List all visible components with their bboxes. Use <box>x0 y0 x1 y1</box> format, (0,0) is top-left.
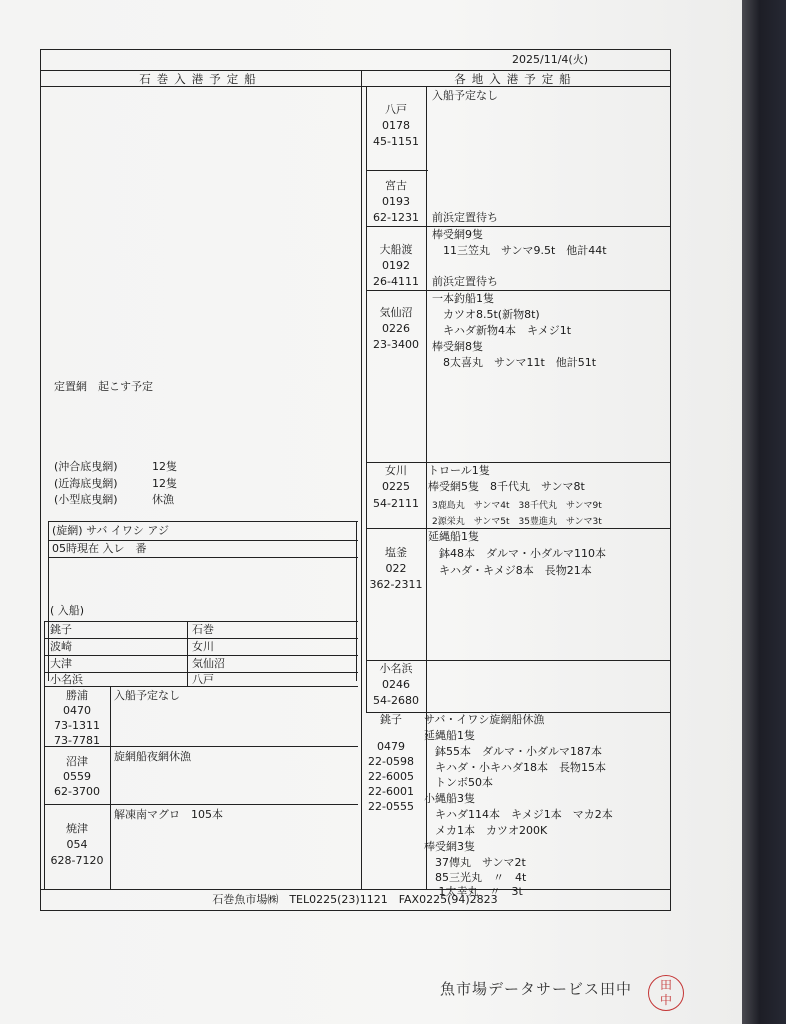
port-tel: 628-7120 <box>50 854 104 867</box>
port-line: 延縄船1隻 <box>424 729 475 742</box>
port-line: メカ1本 カツオ200K <box>424 824 548 837</box>
footer-contact: 石巻魚市場㈱ TEL0225(23)1121 FAX0225(94)2823 <box>212 893 498 906</box>
port-line: トロール1隻 <box>428 464 490 477</box>
rule <box>366 170 428 171</box>
trawl-label: (小型底曳網) <box>54 493 118 506</box>
rule <box>356 521 357 681</box>
port-line: 前浜定置待ち <box>432 211 498 224</box>
trawl-value: 12隻 <box>152 477 177 490</box>
port-line: サバ・イワシ旋網船休漁 <box>424 713 545 726</box>
rule <box>48 521 358 522</box>
rule <box>44 804 358 805</box>
port-line: トンボ50本 <box>424 776 493 789</box>
rule <box>40 49 670 50</box>
port-line: 8太喜丸 サンマ11t 他計51t <box>432 356 597 369</box>
port-name: 塩釜 <box>385 546 407 559</box>
teichi-note: 定置網 起こす予定 <box>54 380 153 393</box>
rule <box>110 686 111 889</box>
rule <box>40 86 670 87</box>
rule <box>670 49 671 911</box>
left-header: 石巻入港予定船 <box>139 72 262 86</box>
nyusen-cell: 波崎 <box>50 640 72 653</box>
rule <box>40 910 670 911</box>
rule <box>44 638 358 639</box>
port-tel: 0559 <box>63 770 91 783</box>
port-line: 11三笠丸 サンマ9.5t 他計44t <box>432 244 607 257</box>
data-service-stamp: 魚市場データサービス田中 <box>440 980 633 998</box>
port-line: 棒受網5隻 8千代丸 サンマ8t <box>428 480 585 493</box>
port-tel: 22-6005 <box>368 770 414 783</box>
rule <box>366 462 670 463</box>
port-line: キハダ・キメジ8本 長物21本 <box>428 564 592 577</box>
port-line: キハダ・小キハダ18本 長物15本 <box>424 761 606 774</box>
date: 2025/11/4(火) <box>512 53 588 66</box>
rule <box>187 621 188 686</box>
rule <box>40 70 670 71</box>
port-tel: 73-1311 <box>54 719 100 732</box>
port-name: 女川 <box>385 464 407 477</box>
rule <box>48 540 358 541</box>
port-tel: 0479 <box>377 740 405 753</box>
nyusen-cell: 小名浜 <box>50 673 83 686</box>
port-tel: 022 <box>385 562 407 575</box>
port-tel: 054 <box>66 838 88 851</box>
port-tel: 62-1231 <box>373 211 419 224</box>
port-line: 小縄船3隻 <box>424 792 475 805</box>
seal-text: 田中 <box>659 978 672 1007</box>
port-tel: 26-4111 <box>373 275 419 288</box>
nyusen-cell: 気仙沼 <box>192 657 225 670</box>
seine-status: 05時現在 入レ 番 <box>52 542 147 555</box>
trawl-label: (近海底曳網) <box>54 477 118 490</box>
port-tel: 22-0598 <box>368 755 414 768</box>
seine-title: (旋網) サバ イワシ アジ <box>52 524 169 537</box>
rule <box>366 290 670 291</box>
port-line: 鉢48本 ダルマ・小ダルマ110本 <box>428 547 606 560</box>
port-line: 一本釣船1隻 <box>432 292 494 305</box>
port-line: 85三光丸 〃 4t <box>424 871 527 884</box>
trawl-value: 12隻 <box>152 460 177 473</box>
nyusen-label: ( 入船) <box>50 604 85 617</box>
port-line: 棒受網8隻 <box>432 340 483 353</box>
port-line: 延縄船1隻 <box>428 530 479 543</box>
port-line: キハダ114本 キメジ1本 マカ2本 <box>424 808 613 821</box>
rule <box>44 621 358 622</box>
port-tel: 0470 <box>63 704 91 717</box>
port-name: 小名浜 <box>379 662 413 675</box>
background-edge <box>742 0 786 1024</box>
rule <box>40 889 670 890</box>
rule <box>48 557 358 558</box>
port-tel: 22-0555 <box>368 800 414 813</box>
port-name: 大船渡 <box>379 243 413 256</box>
port-tel: 0193 <box>382 195 410 208</box>
port-tel: 54-2680 <box>373 694 419 707</box>
port-line: 解凍南マグロ 105本 <box>114 808 223 821</box>
port-tel: 22-6001 <box>368 785 414 798</box>
nyusen-cell: 八戸 <box>192 673 214 686</box>
port-line: 入船予定なし <box>114 689 180 702</box>
port-line: 3鹿島丸 サンマ4t 38千代丸 サンマ9t <box>432 501 602 511</box>
nyusen-cell: 女川 <box>192 640 214 653</box>
rule <box>366 226 670 227</box>
rule <box>40 49 41 911</box>
port-line: 入船予定なし <box>432 89 498 102</box>
port-line: 1太幸丸 〃 3t <box>424 885 523 898</box>
trawl-value: 休漁 <box>152 493 174 506</box>
port-tel: 73-7781 <box>54 734 100 747</box>
rule <box>366 660 670 661</box>
port-tel: 0192 <box>382 259 410 272</box>
port-tel: 0246 <box>382 678 410 691</box>
port-line: カツオ8.5t(新物8t) <box>432 308 540 321</box>
port-name: 銚子 <box>380 713 402 726</box>
rule <box>44 655 358 656</box>
port-tel: 23-3400 <box>373 338 419 351</box>
port-line: 前浜定置待ち <box>432 275 498 288</box>
port-tel: 0225 <box>382 480 410 493</box>
port-line: 鉢55本 ダルマ・小ダルマ187本 <box>424 745 602 758</box>
port-line: 旋網船夜網休漁 <box>114 750 191 763</box>
name-seal <box>648 975 684 1011</box>
port-name: 八戸 <box>385 103 407 116</box>
nyusen-cell: 石巻 <box>192 623 214 636</box>
port-tel: 62-3700 <box>54 785 100 798</box>
rule <box>361 70 362 890</box>
port-tel: 45-1151 <box>373 135 419 148</box>
trawl-label: (沖合底曳網) <box>54 460 118 473</box>
nyusen-cell: 大津 <box>50 657 72 670</box>
port-name: 気仙沼 <box>379 306 413 319</box>
port-line: 37傳丸 サンマ2t <box>424 856 526 869</box>
port-name: 焼津 <box>66 822 88 835</box>
port-tel: 54-2111 <box>373 497 419 510</box>
port-tel: 0226 <box>382 322 410 335</box>
nyusen-cell: 銚子 <box>50 623 72 636</box>
port-line: 棒受網9隻 <box>432 228 483 241</box>
port-line: 棒受網3隻 <box>424 840 475 853</box>
port-name: 沼津 <box>66 755 88 768</box>
port-line: 2源栄丸 サンマ5t 35豊進丸 サンマ3t <box>432 517 602 527</box>
port-tel: 362-2311 <box>369 578 423 591</box>
port-name: 宮古 <box>385 179 407 192</box>
port-tel: 0178 <box>382 119 410 132</box>
port-line: キハダ新物4本 キメジ1t <box>432 324 572 337</box>
port-name: 勝浦 <box>66 689 88 702</box>
right-header: 各地入港予定船 <box>454 72 577 86</box>
rule <box>48 521 49 681</box>
